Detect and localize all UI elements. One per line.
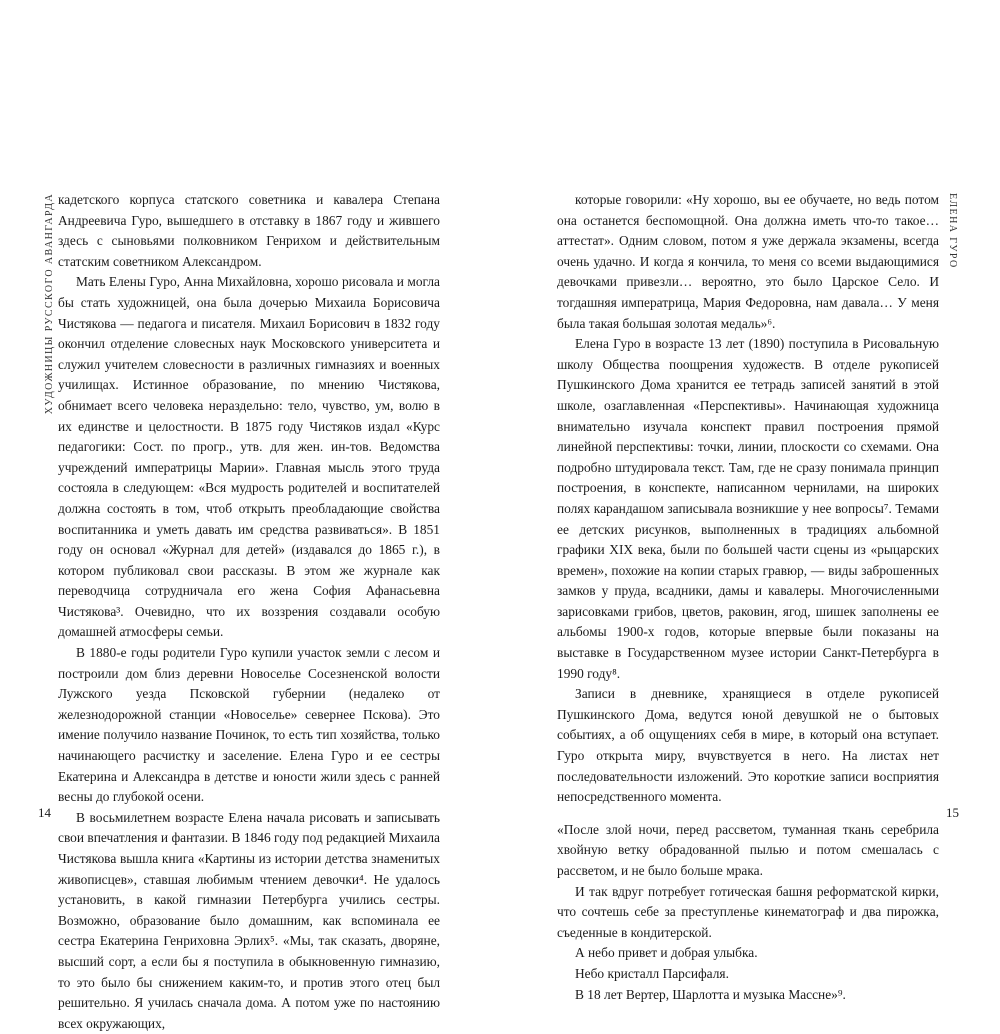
paragraph: В восьмилетнем возрасте Елена начала рисовать и записывать свои впечатления и фантазии. В 1846 году под редакцией Михаила Чистякова вышла книга «Картины из истории детства знаменитых живописцев», ставшая любимым чтением девочки⁴. Не удалось установить, в какой гимназии Петербурга учились сестры. Возможно, образование было домашним, как вспоминала ее сестра Екатерина Генриховна Эрлих⁵. «Мы, так сказать, дворяне, высший сорт, а если бы я поступила в обыкновенную гимназию, то это было бы снижением каким-то, и против этого отец был решительно. Я училась сначала дома. А потом уже по настоянию всех окружающих, [58,809,440,1031]
paragraph: которые говорили: «Ну хорошо, вы ее обучаете, но ведь потом она останется беспомощной. Она должна иметь что-то такое… аттестат». Одним словом, потом я уже держала экзамены, всегда очень удачно. И когда я кончила, то меня со всеми выдающимися девочками привезли… вероятно, это было Царское Село. И тогдашняя императрица, Мария Федоровна, нам давала… У меня была такая большая золотая медаль»⁶. [557,192,939,331]
running-head-left: ХУДОЖНИЦЫ РУССКОГО АВАНГАРДА [44,193,55,415]
running-head-right: ЕЛЕНА ГУРО [947,193,958,269]
left-page-text [58,190,440,1034]
quote: «После злой ночи, перед рассветом, туманная ткань серебрила хвойную ветку обрадованной пылью и потом смешалась с рассветом, и не было больше мрака. [557,821,939,878]
poem-line: В 18 лет Вертер, Шарлотта и музыка Массне»⁹. [575,986,846,1002]
poem-line: Небо кристалл Парсифаля. [575,965,729,981]
paragraph: Записи в дневнике, хранящиеся в отделе рукописей Пушкинского Дома, ведутся юной девушкой не о бытовых событиях, а об ощущениях себя в мире, в который она вступает. Гуро открыта миру, вчувствуется в него. На листах нет последовательности изложений. Это короткие записи восприятия непосредственного момента. [557,686,939,805]
quote-continued: И так вдруг потребует готическая башня реформатской кирки, что сочтешь себе за преступленье кинематограф и два пирожка, съеденные в кондитерской. [557,883,939,940]
page-number-left: 14 [38,805,51,820]
right-page-text [557,190,939,1005]
page-number-right: 15 [946,805,959,820]
poem-line: А небо привет и добрая улыбка. [575,945,758,961]
paragraph: Мать Елены Гуро, Анна Михайловна, хорошо рисовала и могла бы стать художницей, она была дочерью Михаила Борисовича Чистякова — педагога и писателя. Михаил Борисович в 1832 году окончил отделение словесных наук Московского университета и служил учителем словесности в различных гимназиях и военных училищах. Истинное образование, по мнению Чистякова, обнимает всего человека нераздельно: тело, чувство, ум, волю в их единстве и целостности. В 1875 году Чистяков издал «Курс педагогики: Сост. по прогр., утв. для жен. ин-тов. Ведомства учреждений императрицы Марии». Главная мысль этого труда состояла в следующем: «Вся мудрость родителей и воспитателей должна состоять в том, чтоб открыть преобладающие свойства воспитанника и уметь давать им средства развиваться». В 1851 году он основал «Журнал для детей» (издавался до 1865 г.), в котором публиковал свои рассказы. В этом же журнале как переводчица сотрудничала его жена София Афанасьевна Чистякова³. Очевидно, что их воззрения создавали особую домашней атмосферы семьи. [58,274,440,640]
paragraph: Елена Гуро в возрасте 13 лет (1890) поступила в Рисовальную школу Общества поощрения художеств. В отделе рукописей Пушкинского Дома хранится ее тетрадь записей занятий в этой школе, озаглавленная «Перспективы». Начинающая художница внимательно изучала конспект правил построения прямой линейной перспективы: точки, линии, плоскости со схемами. Она подробно штудировала текст. Там, где не сразу понимала принцип построения, в конспекте, написанном чернилами, на широких полях карандашом записывала возникшие у нее вопросы⁷. Темами ее детских рисунков, выполненных в традициях альбомной графики XIX века, были по большей части сцены из «рыцарских времен», похожие на копии старых гравюр, — виды заброшенных замков у пруда, всадники, дамы и кавалеры. Многочисленными зарисовками грибов, цветов, раковин, ягод, шишек заполнены ее альбомы 1900-х годов, которые впервые были показаны на выставке в Государственном музее истории Санкт-Петербурга в 1990 году⁸. [557,336,939,681]
paragraph: кадетского корпуса статского советника и кавалера Степана Андреевича Гуро, вышедшего в отставку в 1867 году и жившего здесь с сыновьями полковником Генрихом и действительным статским советником Александром. [58,192,440,269]
paragraph: В 1880-е годы родители Гуро купили участок земли с лесом и построили дом близ деревни Новоселье Сосезненской волости Лужского уезда Псковской губернии (недалеко от железнодорожной станции «Новоселье» севернее Пскова). Это имение получило название Починок, то есть тип хозяйства, только начинающего расчистку и заселение. Елена Гуро и ее сестры Екатерина и Александра в детстве и юности жили здесь с ранней весны до глубокой осени. [58,645,440,805]
